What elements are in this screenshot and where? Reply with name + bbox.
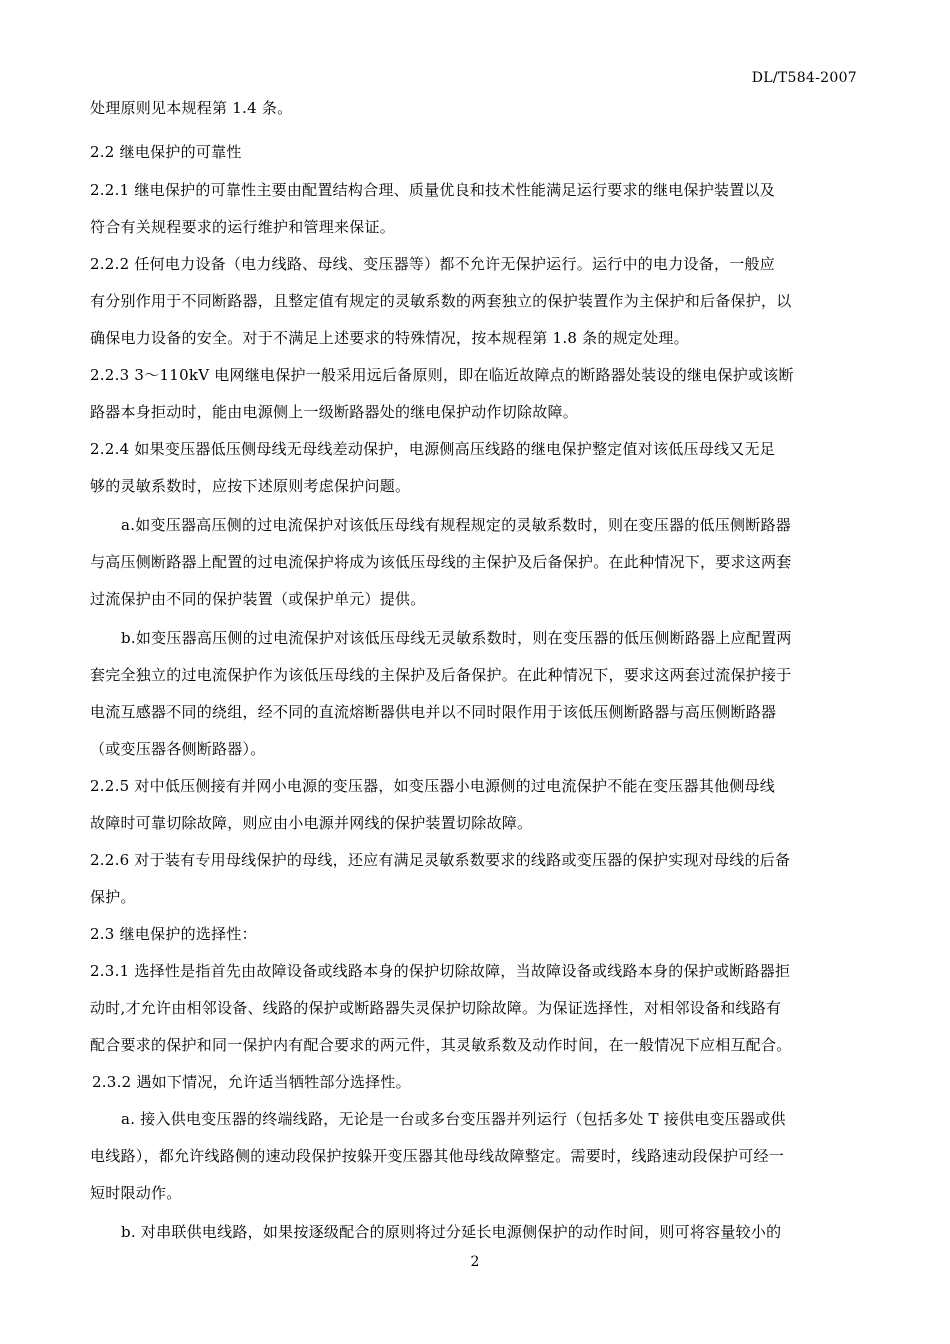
text-line: 保护。 xyxy=(90,888,136,906)
text-line: 动时,才允许由相邻设备、线路的保护或断路器失灵保护切除故障。为保证选择性，对相邻设备和线路有 xyxy=(90,999,782,1017)
text-line: 故障时可靠切除故障，则应由小电源并网线的保护装置切除故障。 xyxy=(90,814,533,832)
text-line: 短时限动作。 xyxy=(90,1184,182,1202)
text-line: 处理原则见本规程第 1.4 条。 xyxy=(90,99,293,117)
text-line: 2.2.6 对于装有专用母线保护的母线，还应有满足灵敏系数要求的线路或变压器的保护实现对母线的后备 xyxy=(90,851,791,869)
section-heading: 2.2 继电保护的可靠性 xyxy=(90,143,242,161)
text-line: 与高压侧断路器上配置的过电流保护将成为该低压母线的主保护及后备保护。在此种情况下，要求这两套 xyxy=(90,553,792,571)
text-line: 2.3.1 选择性是指首先由故障设备或线路本身的保护切除故障，当故障设备或线路本身的保护或断路器拒 xyxy=(90,962,791,980)
text-line: 电流互感器不同的绕组，经不同的直流熔断器供电并以不同时限作用于该低压侧断路器与高压侧断路器 xyxy=(90,703,777,721)
text-line: 路器本身拒动时，能由电源侧上一级断路器处的继电保护动作切除故障。 xyxy=(90,403,579,421)
text-line: b. 对串联供电线路，如果按逐级配合的原则将过分延长电源侧保护的动作时间，则可将容量较小的 xyxy=(121,1223,782,1241)
text-line: a. 接入供电变压器的终端线路，无论是一台或多台变压器并列运行（包括多处 T 接供电变压器或供 xyxy=(121,1110,786,1128)
text-line: 电线路），都允许线路侧的速动段保护按躲开变压器其他母线故障整定。需要时，线路速动段保护可经一 xyxy=(90,1147,785,1165)
text-line: 2.3.2 遇如下情况，允许适当牺牲部分选择性。 xyxy=(92,1073,411,1091)
text-line: 配合要求的保护和同一保护内有配合要求的两元件，其灵敏系数及动作时间，在一般情况下应相互配合。 xyxy=(90,1036,792,1054)
text-line: 2.2.4 如果变压器低压侧母线无母线差动保护，电源侧高压线路的继电保护整定值对该低压母线又无足 xyxy=(90,440,775,458)
text-line: 2.2.3 3～110kV 电网继电保护一般采用远后备原则，即在临近故障点的断路器处装设的继电保护或该断 xyxy=(90,366,794,384)
text-line: 2.2.1 继电保护的可靠性主要由配置结构合理、质量优良和技术性能满足运行要求的继电保护装置以及 xyxy=(90,181,775,199)
text-line: 2.2.2 任何电力设备（电力线路、母线、变压器等）都不允许无保护运行。运行中的电力设备，一般应 xyxy=(90,255,775,273)
text-line: 2.2.5 对中低压侧接有并网小电源的变压器，如变压器小电源侧的过电流保护不能在变压器其他侧母线 xyxy=(90,777,775,795)
section-heading: 2.3 继电保护的选择性： xyxy=(90,925,257,943)
text-line: （或变压器各侧断路器）。 xyxy=(90,740,266,758)
text-line: 够的灵敏系数时，应按下述原则考虑保护问题。 xyxy=(90,477,411,495)
document-code: DL/T584-2007 xyxy=(751,70,857,86)
text-line: 过流保护由不同的保护装置（或保护单元）提供。 xyxy=(90,590,426,608)
page-number: 2 xyxy=(470,1254,480,1270)
text-line: 确保电力设备的安全。对于不满足上述要求的特殊情况，按本规程第 1.8 条的规定处理。 xyxy=(90,329,689,347)
text-line: 套完全独立的过电流保护作为该低压母线的主保护及后备保护。在此种情况下，要求这两套过流保护接于 xyxy=(90,666,792,684)
text-line: 符合有关规程要求的运行维护和管理来保证。 xyxy=(90,218,396,236)
text-line: a.如变压器高压侧的过电流保护对该低压母线有规程规定的灵敏系数时，则在变压器的低压侧断路器 xyxy=(121,516,791,534)
text-line: 有分别作用于不同断路器，且整定值有规定的灵敏系数的两套独立的保护装置作为主保护和后备保护，以 xyxy=(90,292,792,310)
text-line: b.如变压器高压侧的过电流保护对该低压母线无灵敏系数时，则在变压器的低压侧断路器上应配置两 xyxy=(121,629,792,647)
